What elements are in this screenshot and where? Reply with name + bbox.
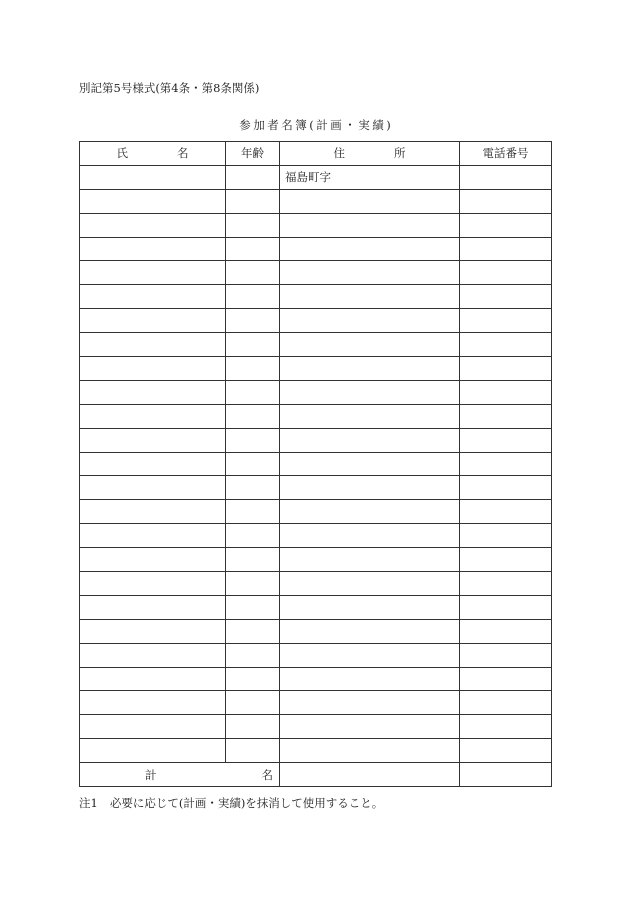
age-cell	[226, 739, 280, 763]
name-cell	[80, 572, 226, 596]
name-cell	[80, 668, 226, 692]
participant-table	[79, 141, 552, 787]
age-cell	[226, 668, 280, 692]
phone-cell	[460, 572, 552, 596]
name-cell	[80, 285, 226, 309]
name-cell	[80, 309, 226, 333]
header-name	[80, 142, 226, 166]
name-cell	[80, 357, 226, 381]
name-cell	[80, 500, 226, 524]
footnote-text: 必要に応じて(計画・実績)を抹消して使用すること。	[109, 796, 384, 810]
address-cell	[280, 309, 460, 333]
address-cell	[280, 285, 460, 309]
address-cell	[280, 405, 460, 429]
age-cell	[226, 715, 280, 739]
address-cell	[280, 357, 460, 381]
age-cell	[226, 405, 280, 429]
age-cell	[226, 166, 280, 190]
header-phone	[460, 142, 552, 166]
age-cell	[226, 285, 280, 309]
phone-cell	[460, 524, 552, 548]
address-cell	[280, 476, 460, 500]
phone-cell	[460, 214, 552, 238]
name-cell	[80, 453, 226, 477]
age-cell	[226, 691, 280, 715]
age-cell	[226, 190, 280, 214]
address-cell	[280, 238, 460, 262]
phone-cell	[460, 429, 552, 453]
address-cell	[280, 190, 460, 214]
phone-cell	[460, 381, 552, 405]
age-cell	[226, 357, 280, 381]
phone-cell	[460, 261, 552, 285]
age-cell	[226, 596, 280, 620]
name-cell	[80, 190, 226, 214]
total-address-cell	[280, 763, 460, 787]
age-cell	[226, 429, 280, 453]
age-cell	[226, 548, 280, 572]
phone-cell	[460, 190, 552, 214]
phone-cell	[460, 166, 552, 190]
name-cell	[80, 476, 226, 500]
name-cell	[80, 238, 226, 262]
name-cell	[80, 429, 226, 453]
age-cell	[226, 644, 280, 668]
phone-cell	[460, 548, 552, 572]
address-cell	[280, 500, 460, 524]
address-cell	[280, 453, 460, 477]
address-cell	[280, 596, 460, 620]
footnote	[79, 795, 383, 811]
footnote-label: 注1	[79, 796, 98, 810]
phone-cell	[460, 644, 552, 668]
header-age-label: 年齢	[241, 146, 264, 161]
name-cell	[80, 596, 226, 620]
total-unit: 名	[261, 767, 273, 782]
address-cell	[280, 620, 460, 644]
name-cell	[80, 691, 226, 715]
age-cell	[226, 524, 280, 548]
phone-cell	[460, 476, 552, 500]
name-cell	[80, 524, 226, 548]
phone-cell	[460, 333, 552, 357]
phone-cell	[460, 238, 552, 262]
address-cell	[280, 524, 460, 548]
header-name-label: 氏名	[116, 146, 189, 161]
age-cell	[226, 476, 280, 500]
phone-cell	[460, 715, 552, 739]
address-cell	[280, 668, 460, 692]
header-address-label: 住所	[333, 146, 406, 161]
phone-cell	[460, 739, 552, 763]
age-cell	[226, 453, 280, 477]
name-cell	[80, 644, 226, 668]
age-cell	[226, 261, 280, 285]
address-cell	[280, 739, 460, 763]
name-cell	[80, 333, 226, 357]
phone-cell	[460, 668, 552, 692]
form-reference: 別記第5号様式(第4条・第8条関係)	[79, 81, 260, 95]
name-cell	[80, 261, 226, 285]
phone-cell	[460, 309, 552, 333]
address-cell	[280, 691, 460, 715]
name-cell	[80, 381, 226, 405]
name-cell	[80, 739, 226, 763]
address-cell	[280, 381, 460, 405]
phone-cell	[460, 285, 552, 309]
phone-cell	[460, 357, 552, 381]
name-cell	[80, 166, 226, 190]
phone-cell	[460, 691, 552, 715]
age-cell	[226, 309, 280, 333]
phone-cell	[460, 453, 552, 477]
age-cell	[226, 214, 280, 238]
age-cell	[226, 381, 280, 405]
address-cell	[280, 261, 460, 285]
address-cell	[280, 333, 460, 357]
header-address	[280, 142, 460, 166]
age-cell	[226, 572, 280, 596]
age-cell	[226, 620, 280, 644]
name-cell	[80, 405, 226, 429]
address-cell	[280, 548, 460, 572]
phone-cell	[460, 620, 552, 644]
name-cell	[80, 620, 226, 644]
age-cell	[226, 500, 280, 524]
name-cell	[80, 715, 226, 739]
address-cell	[280, 715, 460, 739]
name-cell	[80, 214, 226, 238]
address-cell	[280, 572, 460, 596]
header-age	[226, 142, 280, 166]
total-count-cell	[80, 763, 280, 787]
total-phone-cell	[460, 763, 552, 787]
phone-cell	[460, 500, 552, 524]
age-cell	[226, 238, 280, 262]
address-cell: 福島町字	[280, 166, 460, 190]
header-phone-label: 電話番号	[482, 146, 529, 161]
address-cell	[280, 214, 460, 238]
address-cell	[280, 644, 460, 668]
address-cell	[280, 429, 460, 453]
phone-cell	[460, 405, 552, 429]
document-title: 参加者名簿(計画・実績)	[239, 118, 394, 132]
total-label: 計	[145, 767, 157, 782]
age-cell	[226, 333, 280, 357]
name-cell	[80, 548, 226, 572]
phone-cell	[460, 596, 552, 620]
